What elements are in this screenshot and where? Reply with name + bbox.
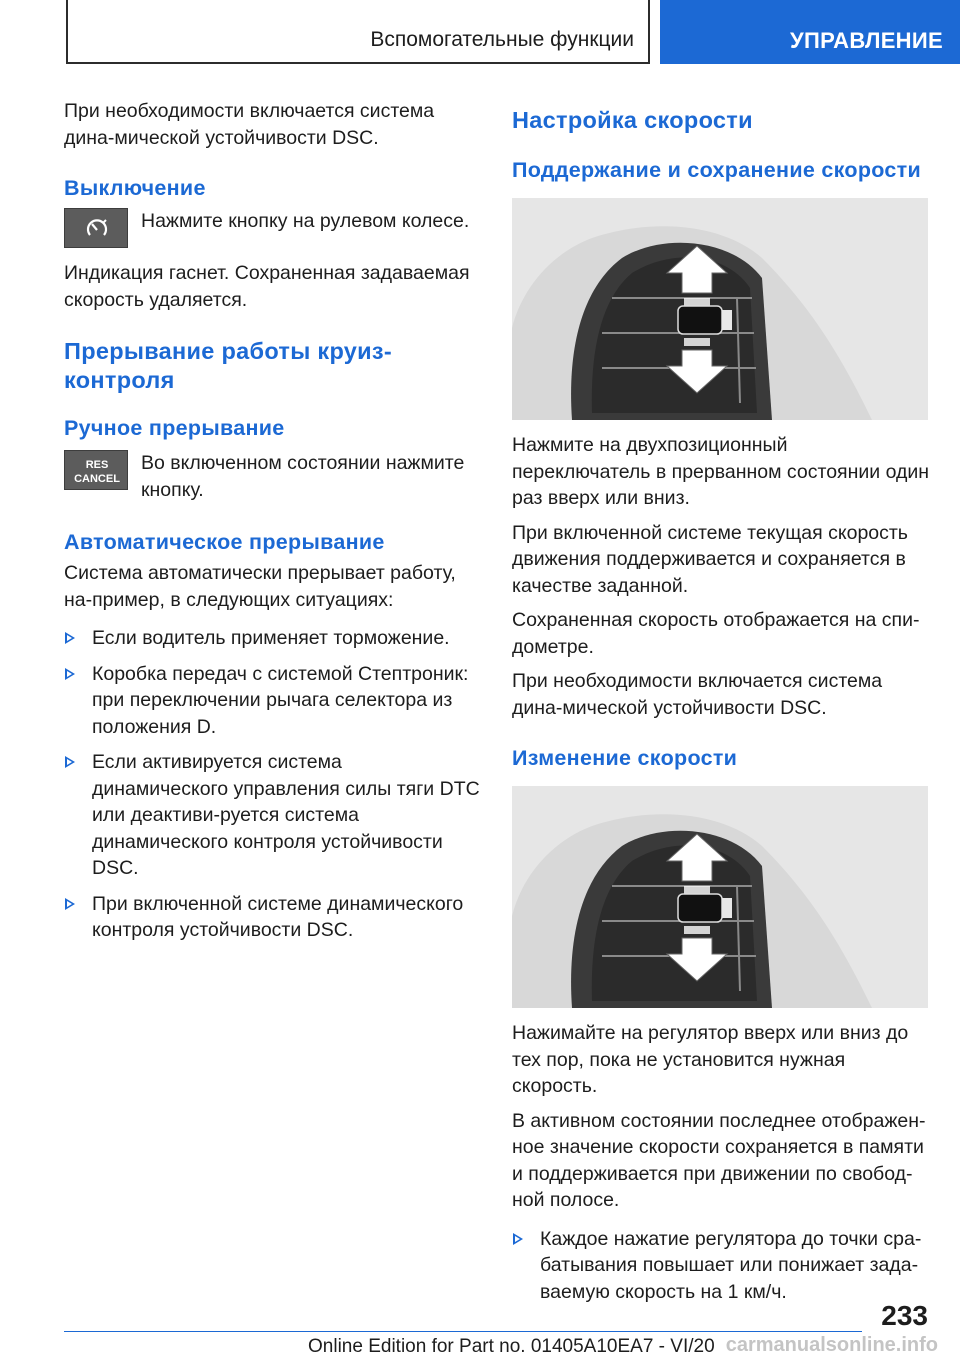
list-item: Если водитель применяет торможение.	[64, 625, 480, 652]
page-number: 233	[881, 1300, 928, 1331]
auto-list	[64, 625, 480, 944]
steering-switch-photo-1	[512, 198, 928, 420]
triangle-bullet-icon	[65, 668, 75, 680]
change-paragraph-1: Нажимайте на регулятор вверх или вниз до тех пор, пока не установится нужная скорость.	[512, 1022, 909, 1097]
change-heading: Изменение скорости	[512, 746, 738, 770]
list-item: Коробка передач с системой Стептроник: при переключении рычага селектора из положения D.	[64, 661, 480, 741]
triangle-bullet-icon	[65, 756, 75, 768]
keep-paragraph-3: Сохраненная скорость отображается на спи-дометре.	[512, 609, 920, 658]
cruise-off-icon	[64, 208, 128, 248]
off-heading: Выключение	[64, 176, 206, 200]
header-chapter-tab	[660, 0, 960, 64]
change-paragraph-2: В активном состоянии последнее отображен-ное значение скорости сохраняется в памяти и поддерживается при движении по свобод-ной полосе.	[512, 1109, 926, 1211]
footer-divider	[64, 1331, 862, 1332]
cancel-label: CANCEL	[74, 473, 120, 485]
intro-paragraph: При необходимости включается система дина-мической устойчивости DSC.	[64, 100, 435, 149]
steering-switch-photo-2	[512, 786, 928, 1008]
res-label: RES	[85, 459, 109, 471]
footer-edition: Online Edition for Part no. 01405A10EA7 - VI/20	[308, 1336, 715, 1357]
triangle-bullet-icon	[65, 898, 75, 910]
off-result: Индикация гаснет. Сохраненная задаваемая скорость удаляется.	[64, 262, 470, 311]
auto-intro: Система автоматически прерывает работу, на-пример, в следующих ситуациях:	[64, 562, 456, 611]
keep-paragraph-4: При необходимости включается система дина-мической устойчивости DSC.	[512, 670, 883, 719]
list-item: Каждое нажатие регулятора до точки сра-батывания повышает или понижает зада-ваемую скорость на 1 км/ч.	[512, 1226, 930, 1306]
auto-heading: Автоматическое прерывание	[64, 530, 385, 554]
interrupt-heading: Прерывание работы круиз-контроля	[64, 338, 393, 393]
header-chapter-title: УПРАВЛЕНИЕ	[790, 28, 943, 53]
steering-wheel-illustration	[512, 786, 928, 1008]
keep-paragraph-2: При включенной системе текущая скорость движения поддерживается и сохраняется в качестве заданной.	[512, 521, 908, 597]
manual-text: Во включенном состоянии нажмите кнопку.	[141, 452, 465, 501]
right-column	[512, 98, 930, 1314]
triangle-bullet-icon	[513, 1233, 523, 1245]
keep-paragraph-1: Нажмите на двухпозиционный переключатель в прерванном состоянии один раз вверх или вниз.	[512, 434, 930, 509]
steering-wheel-illustration	[512, 198, 928, 420]
change-list	[512, 1226, 930, 1306]
triangle-bullet-icon	[65, 632, 75, 644]
watermark: carmanualsonline.info	[725, 1334, 938, 1356]
keep-heading: Поддержание и сохранение скорости	[512, 158, 922, 182]
list-item: Если активируется система динамического управления силы тяги DTC или деактиви-руется система динамического контроля устойчивости DSC.	[64, 749, 480, 882]
list-item: При включенной системе динамического контроля устойчивости DSC.	[64, 891, 480, 944]
header-section-title: Вспомогательные функции	[370, 28, 634, 51]
off-text: Нажмите кнопку на рулевом колесе.	[141, 210, 470, 232]
res-cancel-icon	[64, 450, 128, 490]
manual-instruction	[64, 450, 480, 503]
manual-heading: Ручное прерывание	[64, 416, 285, 440]
left-column	[64, 98, 480, 953]
speed-heading: Настройка скорости	[512, 107, 753, 133]
header-section-box	[66, 0, 650, 64]
off-instruction	[64, 208, 480, 250]
